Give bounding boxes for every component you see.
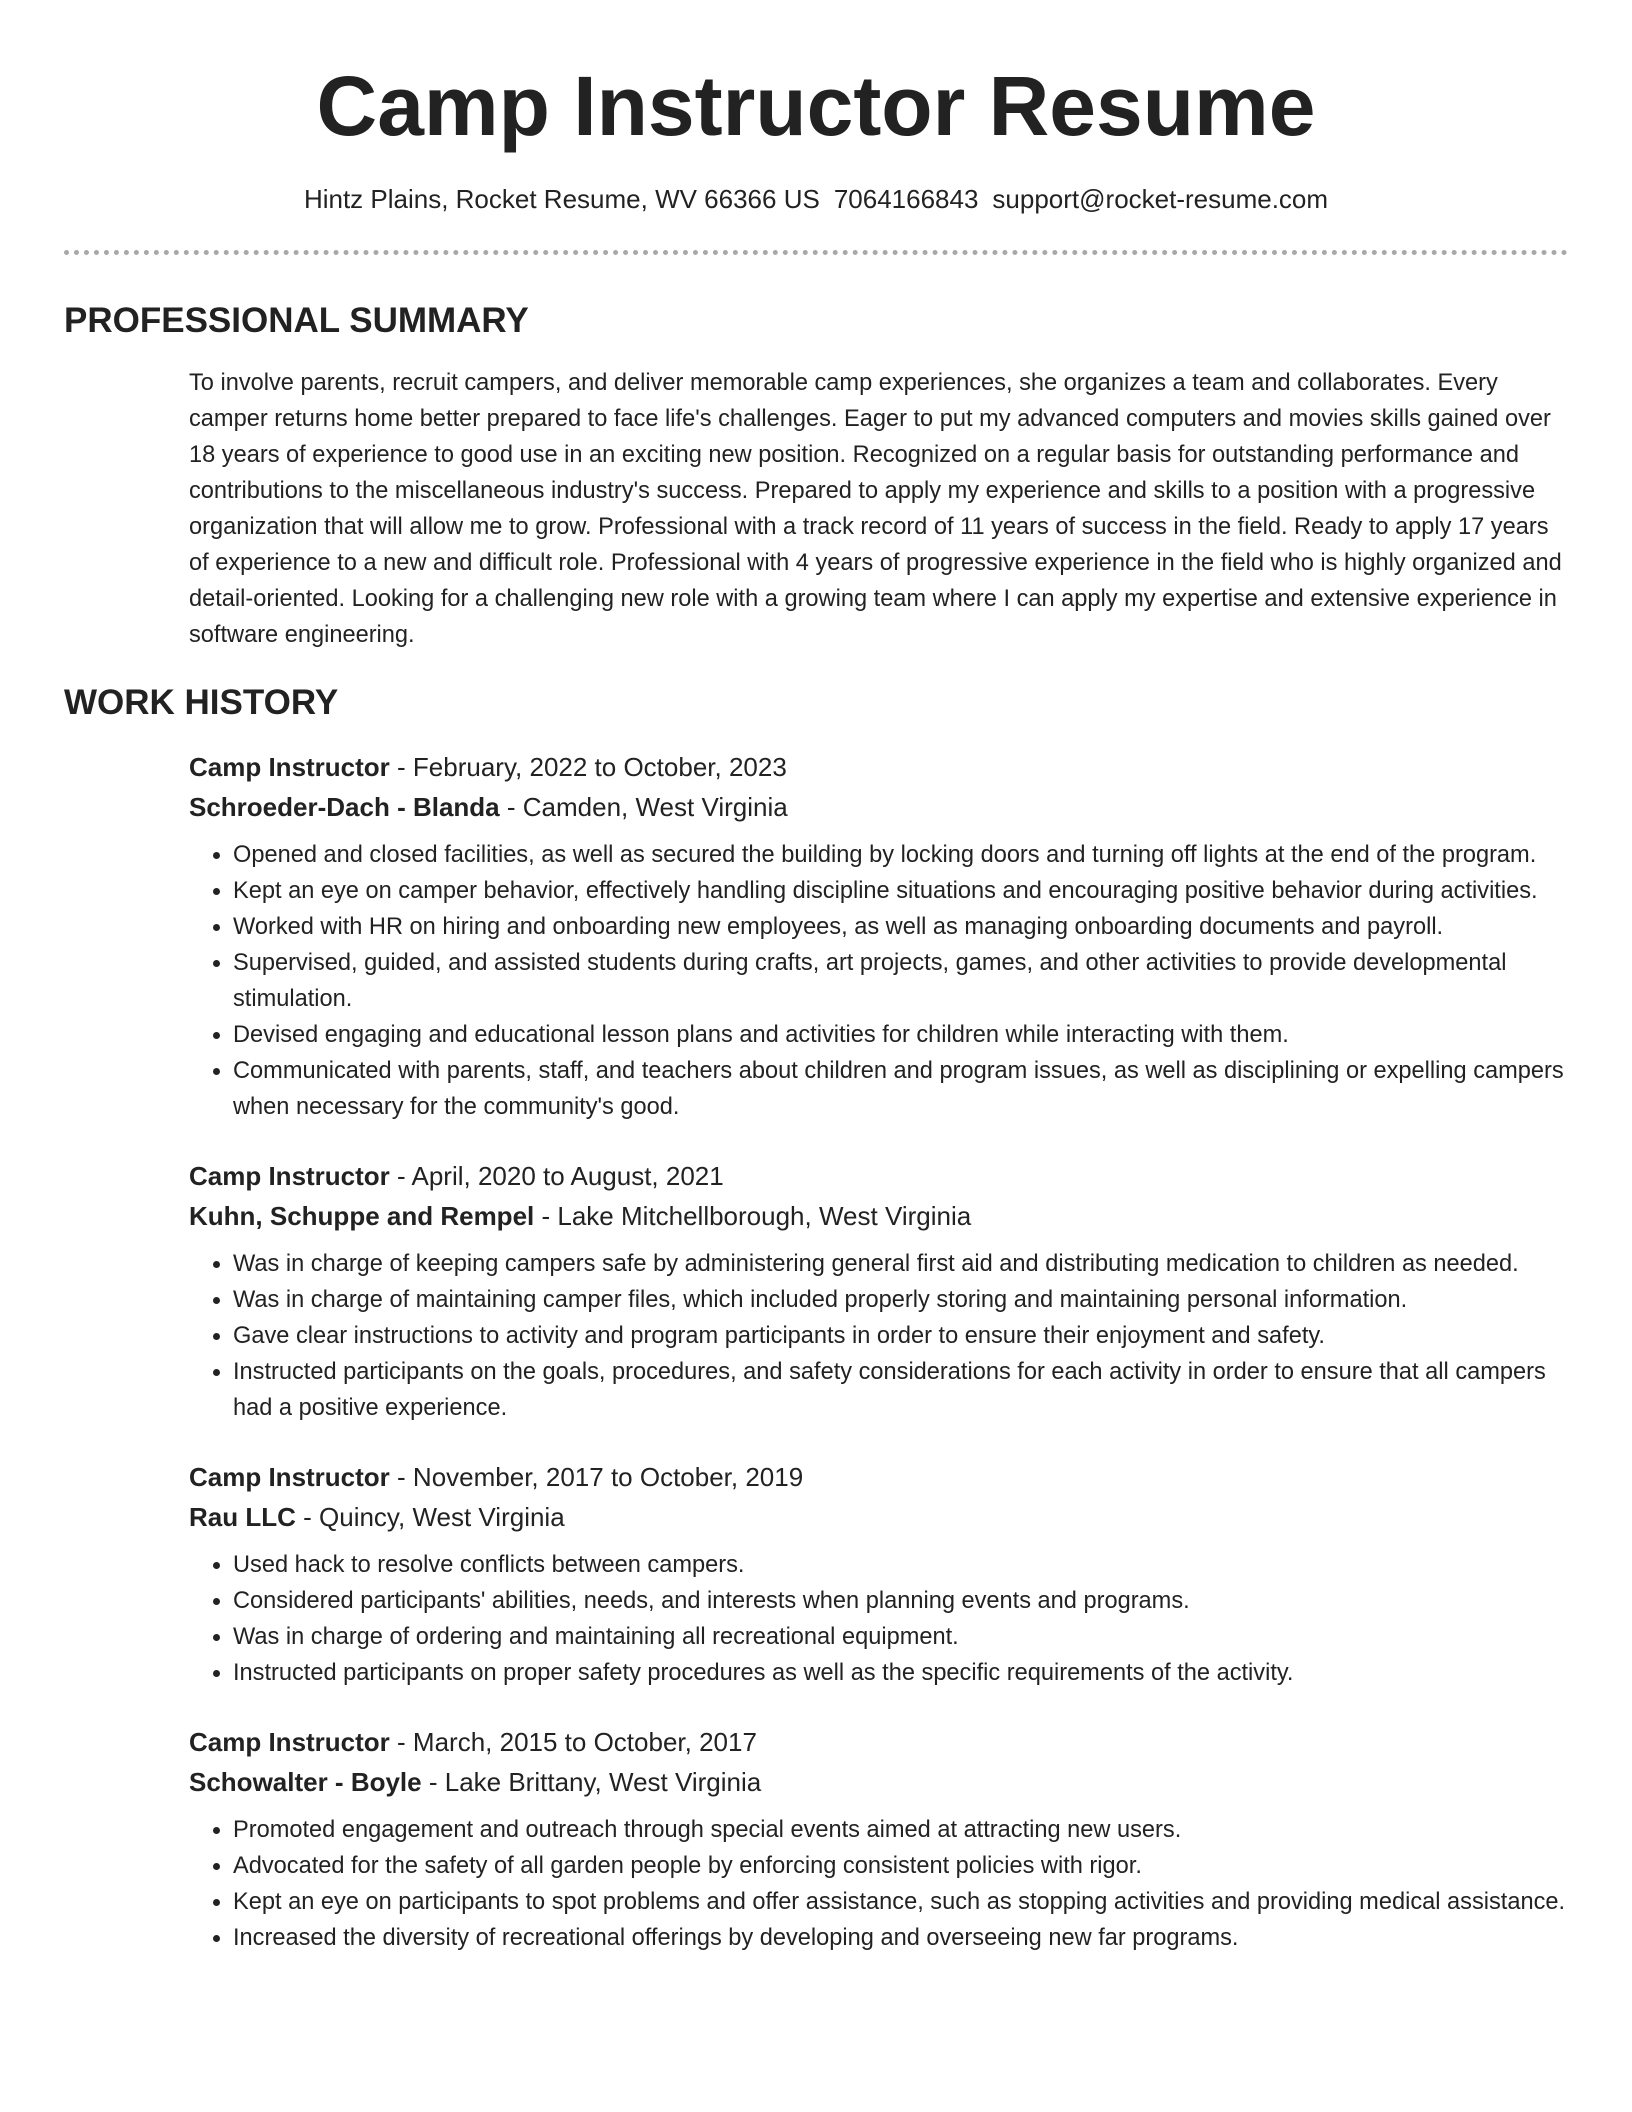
page-title: Camp Instructor Resume [316,59,1316,153]
job-location: - Camden, West Virginia [506,792,788,822]
job-dates: - March, 2015 to October, 2017 [397,1727,757,1757]
job-title-line [189,747,1567,787]
job-bullet: • Kept an eye on participants to spot problems and offer assistance, such as stopping activities and providing medical assistance. [233,1884,1567,1920]
job-title: Camp Instructor [189,1161,390,1191]
summary-heading: PROFESSIONAL SUMMARY [64,301,529,340]
job-bullet: • Worked with HR on hiring and onboarding new employees, as well as managing onboarding documents and payroll. [233,909,1567,945]
job-bullet: • Devised engaging and educational lesson plans and activities for children while interacting with them. [233,1017,1567,1053]
job-entry [189,1457,1567,1691]
work-history-list [189,747,1567,1987]
job-bullet: • Gave clear instructions to activity and program participants in order to ensure their enjoyment and safety. [233,1318,1567,1354]
job-bullet: • Was in charge of maintaining camper files, which included properly storing and maintaining personal information. [233,1282,1567,1318]
job-location: - Quincy, West Virginia [303,1502,565,1532]
job-title-line [189,1722,1567,1762]
job-bullet: • Was in charge of ordering and maintaining all recreational equipment. [233,1619,1567,1655]
job-bullet: • Instructed participants on proper safety procedures as well as the specific requirements of the activity. [233,1655,1567,1691]
job-company-line [189,787,1567,827]
job-title-line [189,1457,1567,1497]
job-title: Camp Instructor [189,1462,390,1492]
job-company: Rau LLC [189,1502,296,1532]
job-entry [189,747,1567,1125]
job-company-line [189,1762,1567,1802]
job-bullet: • Instructed participants on the goals, procedures, and safety considerations for each activity in order to ensure that all campers had a positive experience. [233,1354,1567,1426]
job-dates: - November, 2017 to October, 2019 [397,1462,804,1492]
job-bullet-list [189,837,1567,1125]
job-bullet: • Advocated for the safety of all garden people by enforcing consistent policies with rigor. [233,1848,1567,1884]
job-company-line [189,1497,1567,1537]
job-title-line [189,1156,1567,1196]
job-bullet: • Considered participants' abilities, needs, and interests when planning events and programs. [233,1583,1567,1619]
job-bullet-list [189,1812,1567,1956]
job-company: Schroeder-Dach - Blanda [189,792,500,822]
job-dates: - April, 2020 to August, 2021 [397,1161,724,1191]
job-entry [189,1156,1567,1426]
contact-address: Hintz Plains, Rocket Resume, WV 66366 US [303,184,820,214]
job-bullet-list [189,1246,1567,1426]
job-bullet: • Supervised, guided, and assisted students during crafts, art projects, games, and other activities to provide developmental stimulation. [233,945,1567,1017]
contact-phone: 7064166843 [833,184,979,214]
work-history-heading: WORK HISTORY [64,683,339,722]
job-dates: - February, 2022 to October, 2023 [397,752,787,782]
job-title: Camp Instructor [189,752,390,782]
job-company: Schowalter - Boyle [189,1767,422,1797]
summary-text: To involve parents, recruit campers, and deliver memorable camp experiences, she organizes a team and collaborates. Every camper returns home better prepared to face life's challenges. Eager to put my advanced computers and movies skills gained over 18 years of experience to good use in an exciting new position. Recognized on a regular basis for outstanding performance and contributions to the miscellaneous industry's success. Prepared to apply my experience and skills to a position with a progressive organization that will allow me to grow. Professional with a track record of 11 years of success in the field. Ready to apply 17 years of experience to a new and difficult role. Professional with 4 years of progressive experience in the field who is highly organized and detail-oriented. Looking for a challenging new role with a growing team where I can apply my expertise and extensive experience in software engineering. [189,370,1562,648]
job-bullet: • Opened and closed facilities, as well as secured the building by locking doors and turning off lights at the end of the program. [233,837,1567,873]
job-bullet: • Used hack to resolve conflicts between campers. [233,1547,1567,1583]
contact-info [0,182,1632,216]
job-bullet: • Communicated with parents, staff, and teachers about children and program issues, as well as disciplining or expelling campers when necessary for the community's good. [233,1053,1567,1125]
job-bullet: • Was in charge of keeping campers safe by administering general first aid and distributing medication to children as needed. [233,1246,1567,1282]
contact-email: support@rocket-resume.com [992,184,1329,214]
job-location: - Lake Brittany, West Virginia [428,1767,762,1797]
job-company: Kuhn, Schuppe and Rempel [189,1201,535,1231]
job-company-line [189,1196,1567,1236]
job-bullet-list [189,1547,1567,1691]
header-divider [64,250,1568,255]
job-title: Camp Instructor [189,1727,390,1757]
job-bullet: • Kept an eye on camper behavior, effectively handling discipline situations and encouraging positive behavior during activities. [233,873,1567,909]
job-location: - Lake Mitchellborough, West Virginia [541,1201,972,1231]
job-entry [189,1722,1567,1956]
job-bullet: • Promoted engagement and outreach through special events aimed at attracting new users. [233,1812,1567,1848]
job-bullet: • Increased the diversity of recreational offerings by developing and overseeing new far programs. [233,1920,1567,1956]
